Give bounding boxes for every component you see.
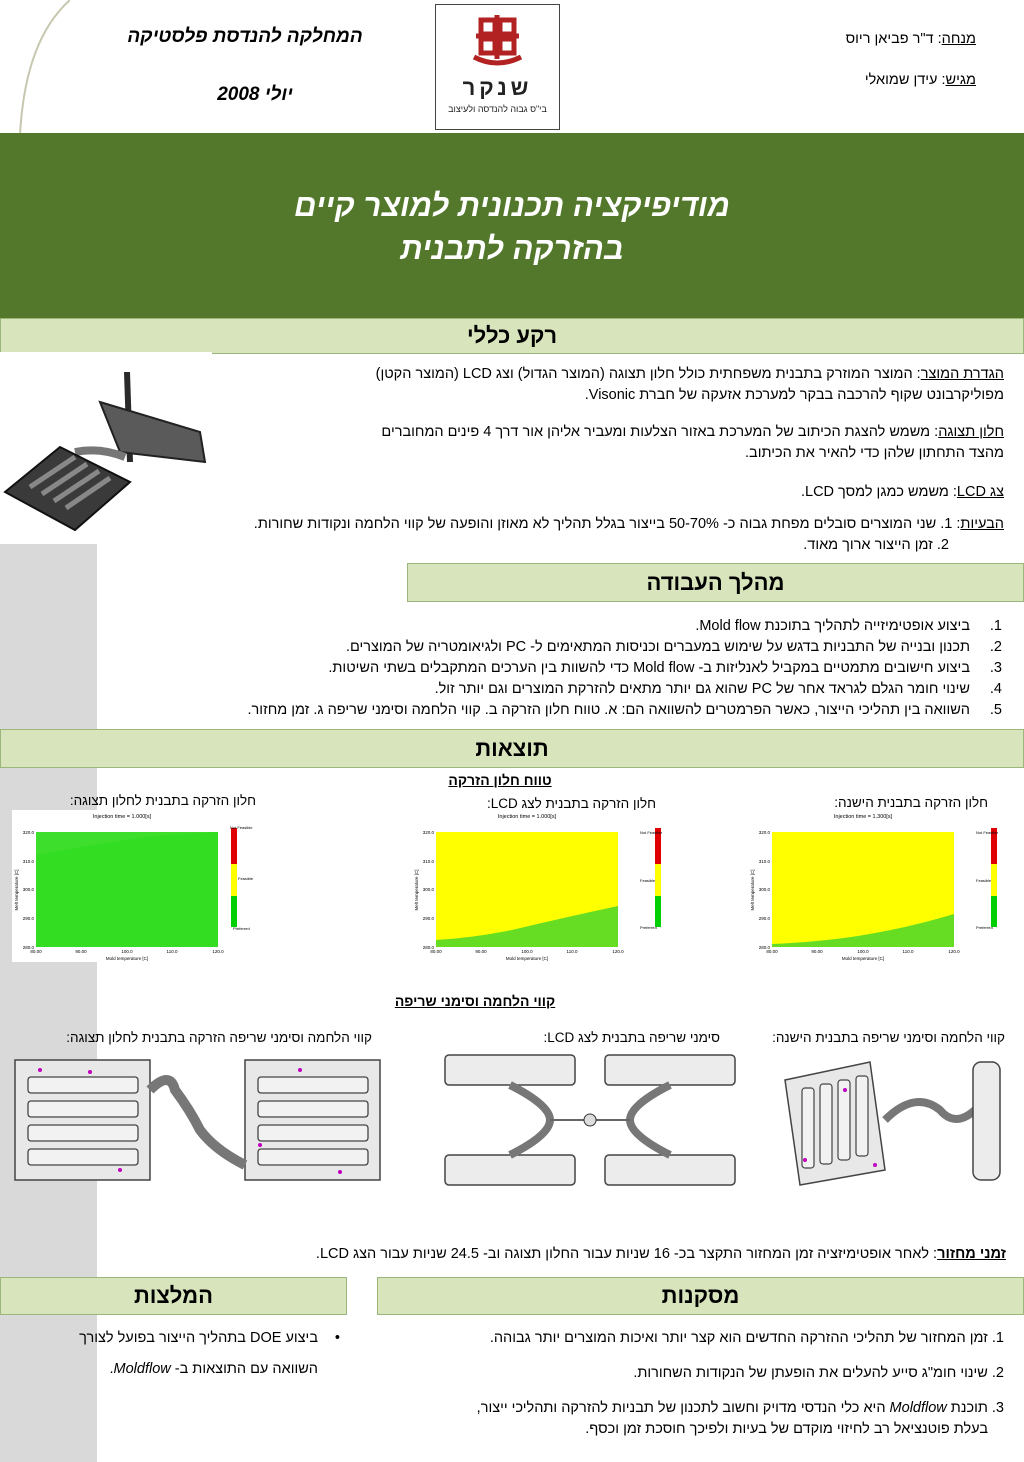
svg-text:310.0: 310.0: [422, 859, 434, 864]
injection-window-plot-old: [748, 810, 998, 962]
caption-weld-lcd: סימני שריפה בתבנית לצג LCD:: [543, 1030, 720, 1045]
department-name: המחלקה להנדסת פלסטיקה: [127, 26, 363, 47]
svg-text:Preferred: Preferred: [233, 926, 250, 931]
caption-weld-new: קווי הלחמה וסימני שריפה הזרקה בתבנית לחלון תצוגה:: [66, 1030, 372, 1045]
svg-text:Melt temperature [C]: Melt temperature [C]: [14, 869, 19, 911]
legend-not-feasible-bar: [231, 828, 237, 864]
conclusion-item-cont: בעלת פוטנציאל רב לחיזוי מוקדם של בעיות ולפיכך חוסכת זמן וכסף.: [585, 1421, 988, 1437]
svg-text:Not Feasible: Not Feasible: [640, 830, 662, 835]
svg-text:100.0: 100.0: [521, 949, 533, 954]
conclusions-list: [364, 1328, 1004, 1440]
moldflow-term: Moldflow: [113, 1361, 171, 1377]
svg-text:Preferred: Preferred: [640, 925, 657, 930]
conclusion-item: 1. זמן המחזור של תהליכי ההזרקה החדשים הוא קצר יותר ואיכות המוצרים יותר גבוהה.: [489, 1330, 1004, 1346]
svg-text:Injection time = 1.000[s]: Injection time = 1.000[s]: [497, 814, 557, 820]
injection-window-title: טווח חלון הזרקה: [448, 772, 552, 788]
title-band: [0, 133, 1024, 318]
lcd-desc: [204, 482, 1004, 503]
svg-text:310.0: 310.0: [758, 859, 770, 864]
cycle-time-label: זמני מחזור: [937, 1246, 1006, 1262]
svg-text:Injection time = 1.300[s]: Injection time = 1.300[s]: [833, 814, 893, 820]
legend-feasible-bar: [991, 864, 997, 896]
work-step: 1.ביצוע אופטימיזייה לתהליך בתוכנת Mold flow.: [695, 618, 1002, 634]
svg-text:300.0: 300.0: [422, 887, 434, 892]
legend-preferred-bar: [655, 896, 661, 927]
svg-text:90.00: 90.00: [811, 949, 823, 954]
presenter-name: : עידן שמואלי: [864, 72, 946, 88]
svg-text:Not Feasible: Not Feasible: [230, 825, 253, 830]
product-definition: [204, 364, 1004, 406]
lcd-text: : משמש כמגן למסך LCD.: [800, 484, 957, 500]
caption-new-window-plot: חלון הזרקה בתבנית לחלון תצוגה:: [69, 793, 256, 808]
advisor-label: מנחה: [941, 31, 976, 47]
legend-preferred-bar: [231, 896, 237, 927]
display-window-text-2: מהצד התחתון שלהן כדי להאיר את הכיתוב.: [745, 445, 1004, 461]
svg-text:120.0: 120.0: [212, 949, 224, 954]
work-step: 5.השוואה בין תהליכי הייצור, כאשר הפרמטרים להשוואה הם: א. טווח חלון הזרקה ב. קווי הלחמה וסימני שריפה ג. זמן מחזור.: [247, 702, 1002, 718]
svg-text:310.0: 310.0: [22, 859, 34, 864]
svg-text:80.00: 80.00: [430, 949, 442, 954]
svg-text:110.0: 110.0: [166, 949, 178, 954]
display-window-text: : משמש להצגת הכיתוב של המערכת באזור הצלעות ומעביר אליהן אור דרך 4 פינים המחוברים: [381, 424, 939, 440]
display-window-label: חלון תצוגה: [938, 424, 1004, 440]
conclusion-item: 2. שינוי חומ"ג סייע להעלים את הופעתן של הנקודות השחורות.: [633, 1365, 1004, 1381]
svg-text:290.0: 290.0: [22, 916, 34, 921]
svg-text:100.0: 100.0: [857, 949, 869, 954]
section-recommendations-heading: המלצות: [0, 1277, 347, 1315]
svg-text:290.0: 290.0: [422, 916, 434, 921]
product-definition-label: הגדרת המוצר: [920, 366, 1004, 382]
legend-preferred-bar: [991, 896, 997, 927]
lcd-label: צג LCD: [956, 484, 1004, 500]
injection-window-plot-new: [12, 810, 262, 962]
svg-text:Melt temperature [C]: Melt temperature [C]: [750, 869, 755, 911]
svg-text:110.0: 110.0: [566, 949, 578, 954]
work-steps-list: [122, 616, 1002, 721]
svg-text:Mold temperature [C]: Mold temperature [C]: [841, 956, 885, 961]
svg-text:280.0: 280.0: [422, 945, 434, 950]
logo-emblem-icon: [436, 5, 559, 85]
svg-text:320.0: 320.0: [422, 830, 434, 835]
work-step: 3.ביצוע חישובים מתמטיים במקביל לאנליזות ב- Mold flow כדי להשוות בין הערכים המתקבלים בשתי השיטות.: [328, 660, 1002, 676]
svg-text:Feasible: Feasible: [238, 876, 254, 881]
display-window-desc: [204, 422, 1004, 464]
advisor-name: : ד"ר פביאן ריוס: [845, 31, 942, 47]
svg-text:Feasible: Feasible: [976, 878, 992, 883]
product-definition-text: : המוצר המוזרק בתבנית משפחתית כולל חלון תצוגה (המוצר הגדול) וצג LCD (המוצר הקטן): [375, 366, 921, 382]
svg-text:Mold temperature [C]: Mold temperature [C]: [505, 956, 549, 961]
advisor: [676, 31, 976, 47]
work-step: 2.תכנון ובנייה של התבניות בדגש על שימוש במעברים וכניסות המתאימים ל- PC ולגיאומטריה של המוצרים.: [345, 639, 1002, 655]
svg-text:110.0: 110.0: [902, 949, 914, 954]
decorative-curve: [0, 0, 70, 135]
recommendations-text: • ביצוע DOE בתהליך הייצור בפועל לצורך השוואה עם התוצאות ב- Moldflow.: [79, 1330, 340, 1377]
conclusion-item: 3. תוכנת Moldflow היא כלי הנדסי מדויק וחשוב לתכנון של תבניות להזרקה ותהליכי ייצור,: [476, 1400, 1004, 1416]
weld-lines-new-mold-image: [0, 1050, 395, 1195]
legend-feasible-bar: [655, 864, 661, 896]
product-definition-text-2: מפוליקרבונט שקוף להרכבה בבקר למערכת אזעקה של חברת Visonic.: [584, 387, 1004, 403]
weld-lines-old-mold-image: [775, 1050, 1010, 1195]
weld-lines-title: קווי הלחמה וסימני שריפה: [394, 993, 556, 1009]
shenkar-logo: [435, 4, 560, 130]
svg-text:120.0: 120.0: [948, 949, 960, 954]
problems-text: : 1. שני המוצרים סובלים מפחת גבוה כ- 50-70% בייצור בגלל תהליך לא מאוזן והופעה של קווי הלחמה ונקודות שחורות.: [253, 516, 961, 532]
section-conclusions-heading: מסקנות: [377, 1277, 1024, 1315]
svg-text:300.0: 300.0: [758, 887, 770, 892]
presenter: [676, 72, 976, 88]
burn-marks-lcd-mold-image: [440, 1050, 740, 1195]
legend-feasible-bar: [231, 864, 237, 896]
svg-text:Mold temperature [C]: Mold temperature [C]: [105, 956, 149, 961]
svg-text:280.0: 280.0: [22, 945, 34, 950]
problems-label: הבעיות: [960, 516, 1004, 532]
svg-text:290.0: 290.0: [758, 916, 770, 921]
svg-text:Preferred: Preferred: [976, 925, 993, 930]
cycle-time: [126, 1244, 1006, 1265]
cycle-time-text: : לאחר אופטימיזציה זמן המחזור התקצר בכ- 16 שניות עבור החלון תצוגה וב- 24.5 שניות עבור הצג LCD.: [315, 1246, 938, 1262]
caption-old-plot: חלון הזרקה בתבנית הישנה:: [834, 795, 988, 810]
injection-window-plot-lcd: [412, 810, 662, 962]
plot-title: Injection time = 1.000[s]: [92, 814, 152, 820]
svg-text:300.0: 300.0: [22, 887, 34, 892]
svg-text:320.0: 320.0: [22, 830, 34, 835]
svg-text:Not Feasible: Not Feasible: [976, 830, 998, 835]
svg-text:100.0: 100.0: [121, 949, 133, 954]
section-results-heading: תוצאות: [0, 729, 1024, 768]
presenter-label: מגיש: [945, 72, 976, 88]
svg-text:Melt temperature [C]: Melt temperature [C]: [414, 869, 419, 911]
poster-date: יולי 2008: [217, 84, 293, 105]
svg-text:280.0: 280.0: [758, 945, 770, 950]
logo-name: שנקר: [462, 75, 533, 100]
section-work-heading: מהלך העבודה: [407, 563, 1024, 602]
bullet-icon: •: [334, 1330, 340, 1346]
title-line-1: מודיפיקציה תכנונית למוצר קיים: [294, 188, 730, 223]
svg-text:80.00: 80.00: [766, 949, 778, 954]
recommendation-line-2: השוואה עם התוצאות ב-: [174, 1361, 318, 1377]
problems-text-2: 2. זמן הייצור ארוך מאוד.: [803, 537, 949, 553]
recommendation-line-1: ביצוע DOE בתהליך הייצור בפועל לצורך: [79, 1330, 318, 1346]
caption-weld-old: קווי הלחמה וסימני שריפה בתבנית הישנה:: [772, 1030, 1005, 1045]
svg-text:80.00: 80.00: [30, 949, 42, 954]
title-line-2: בהזרקה לתבנית: [400, 231, 624, 266]
svg-text:Feasible: Feasible: [640, 878, 656, 883]
problems: [124, 514, 1004, 556]
logo-subtitle: בי"ס גבוה להנדסה ולעיצוב: [448, 104, 547, 114]
svg-text:320.0: 320.0: [758, 830, 770, 835]
svg-text:90.00: 90.00: [475, 949, 487, 954]
work-step: 4.שינוי חומר הגלם לגראד אחר של PC שהוא גם יותר מתאים להזרקת המוצרים וגם יותר זול.: [434, 681, 1002, 697]
svg-text:120.0: 120.0: [612, 949, 624, 954]
caption-lcd-plot: חלון הזרקה בתבנית לצג LCD:: [487, 796, 656, 811]
section-background-heading: רקע כללי: [0, 318, 1024, 354]
svg-text:90.00: 90.00: [75, 949, 87, 954]
